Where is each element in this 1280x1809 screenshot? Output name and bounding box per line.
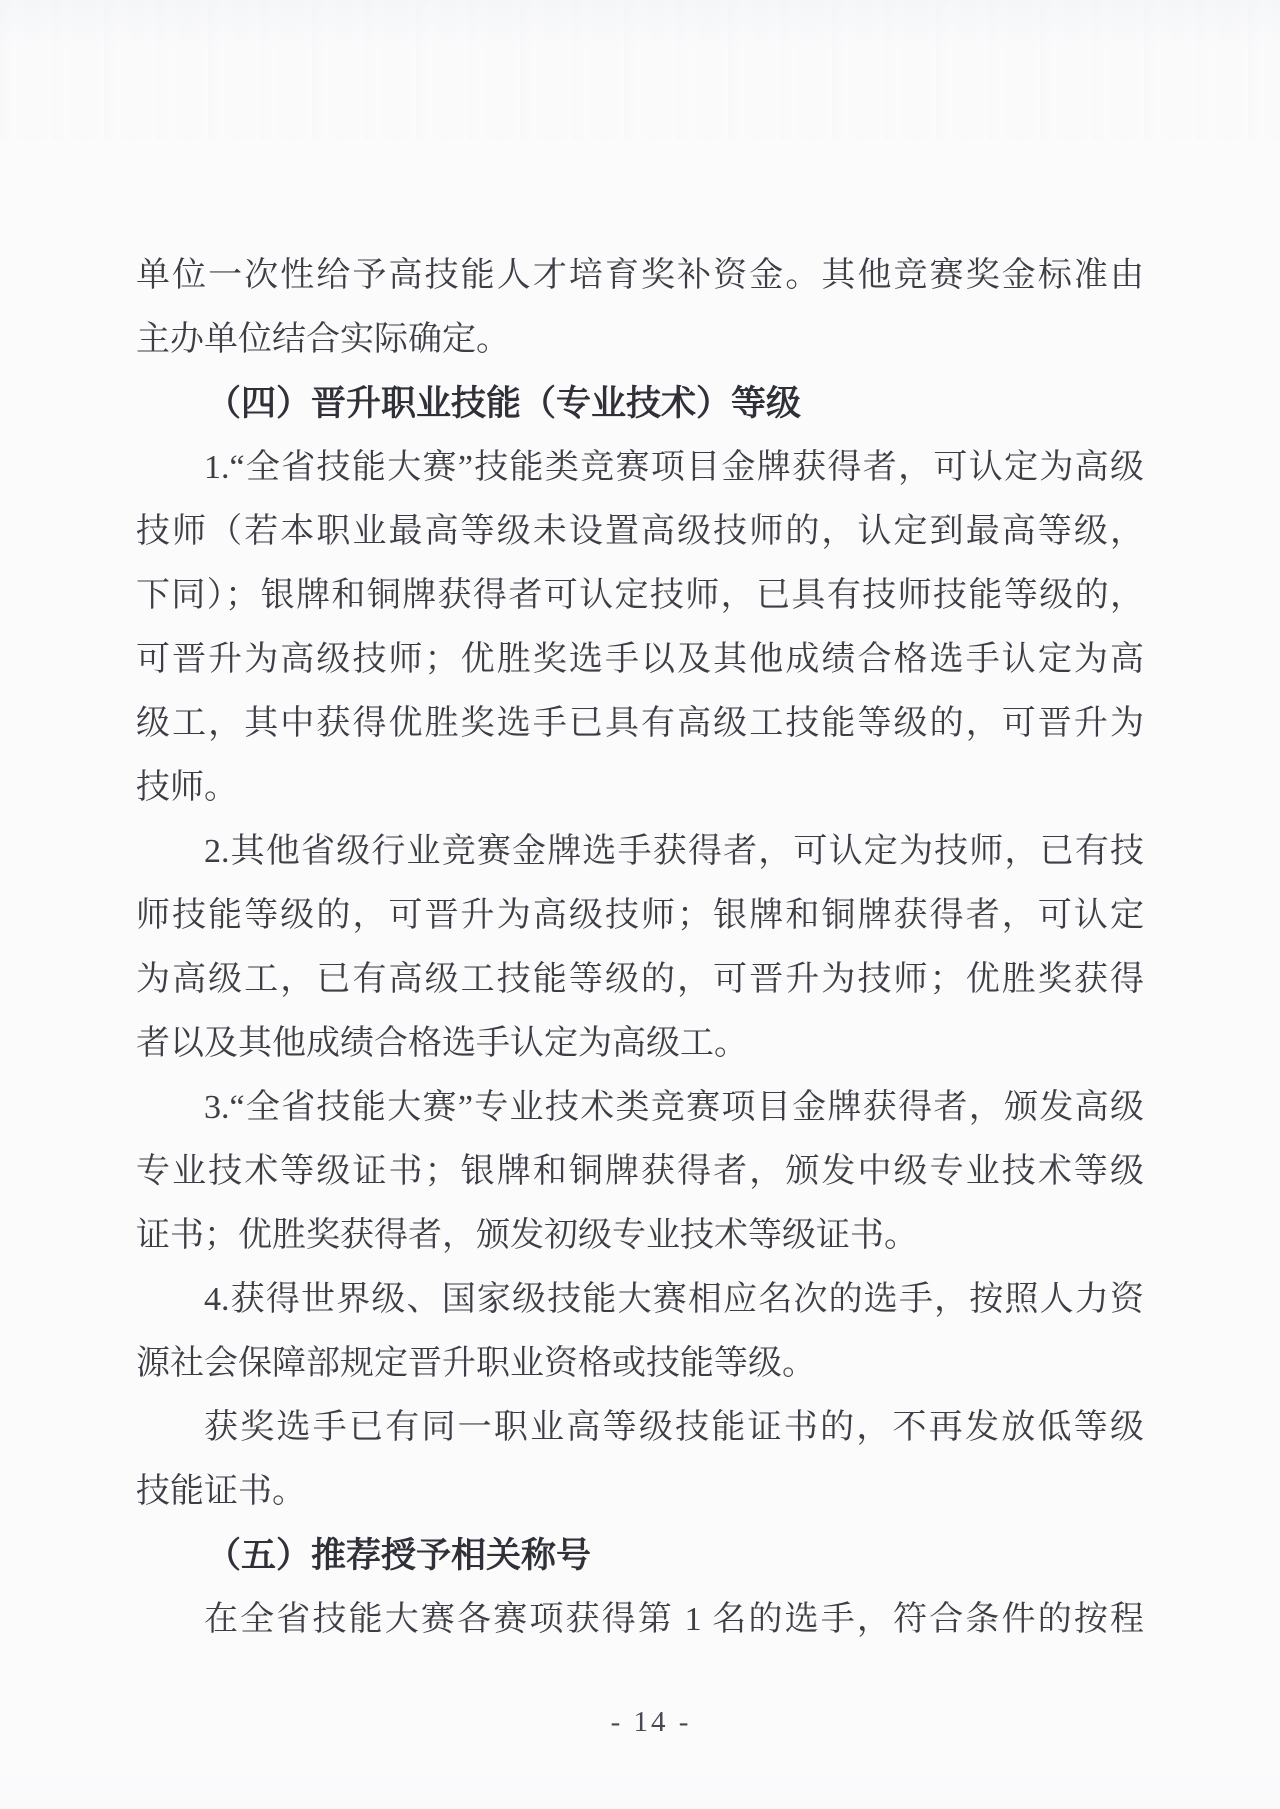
text-line: 技能证书。 xyxy=(136,1473,306,1510)
text-line: 获奖选手已有同一职业高等级技能证书的，不再发放低等级 xyxy=(204,1409,1144,1446)
text-line: 单位一次性给予高技能人才培育奖补资金。其他竞赛奖金标准由 xyxy=(136,257,1144,294)
text-line: 技师。 xyxy=(136,769,238,806)
text-line: 1.“全省技能大赛”技能类竞赛项目金牌获得者，可认定为高级 xyxy=(204,449,1144,486)
text-line: 3.“全省技能大赛”专业技术类竞赛项目金牌获得者，颁发高级 xyxy=(204,1089,1144,1126)
text-line: 师技能等级的，可晋升为高级技师；银牌和铜牌获得者，可认定 xyxy=(136,897,1144,934)
text-line: 者以及其他成绩合格选手认定为高级工。 xyxy=(136,1025,748,1062)
text-line: 下同）；银牌和铜牌获得者可认定技师，已具有技师技能等级的， xyxy=(136,577,1144,614)
page-number: - 14 - xyxy=(610,1706,692,1738)
text-line: 级工，其中获得优胜奖选手已具有高级工技能等级的，可晋升为 xyxy=(136,705,1144,742)
text-line: 可晋升为高级技师；优胜奖选手以及其他成绩合格选手认定为高 xyxy=(136,641,1144,678)
text-line: 在全省技能大赛各赛项获得第 1 名的选手，符合条件的按程 xyxy=(204,1601,1144,1638)
text-line: 专业技术等级证书；银牌和铜牌获得者，颁发中级专业技术等级 xyxy=(136,1153,1144,1190)
text-line: 4.获得世界级、国家级技能大赛相应名次的选手，按照人力资 xyxy=(204,1281,1144,1318)
document-text-block xyxy=(136,244,1144,1652)
section-heading-4: （四）晋升职业技能（专业技术）等级 xyxy=(206,384,802,423)
text-line: 证书；优胜奖获得者，颁发初级专业技术等级证书。 xyxy=(136,1217,918,1254)
text-line: 源社会保障部规定晋升职业资格或技能等级。 xyxy=(136,1345,816,1382)
text-line: 为高级工，已有高级工技能等级的，可晋升为技师；优胜奖获得 xyxy=(136,961,1144,998)
section-heading-5: （五）推荐授予相关称号 xyxy=(206,1536,592,1575)
text-line: 2.其他省级行业竞赛金牌选手获得者，可认定为技师，已有技 xyxy=(204,833,1144,870)
text-line: 主办单位结合实际确定。 xyxy=(136,321,510,358)
text-line: 技师（若本职业最高等级未设置高级技师的，认定到最高等级， xyxy=(136,513,1144,550)
